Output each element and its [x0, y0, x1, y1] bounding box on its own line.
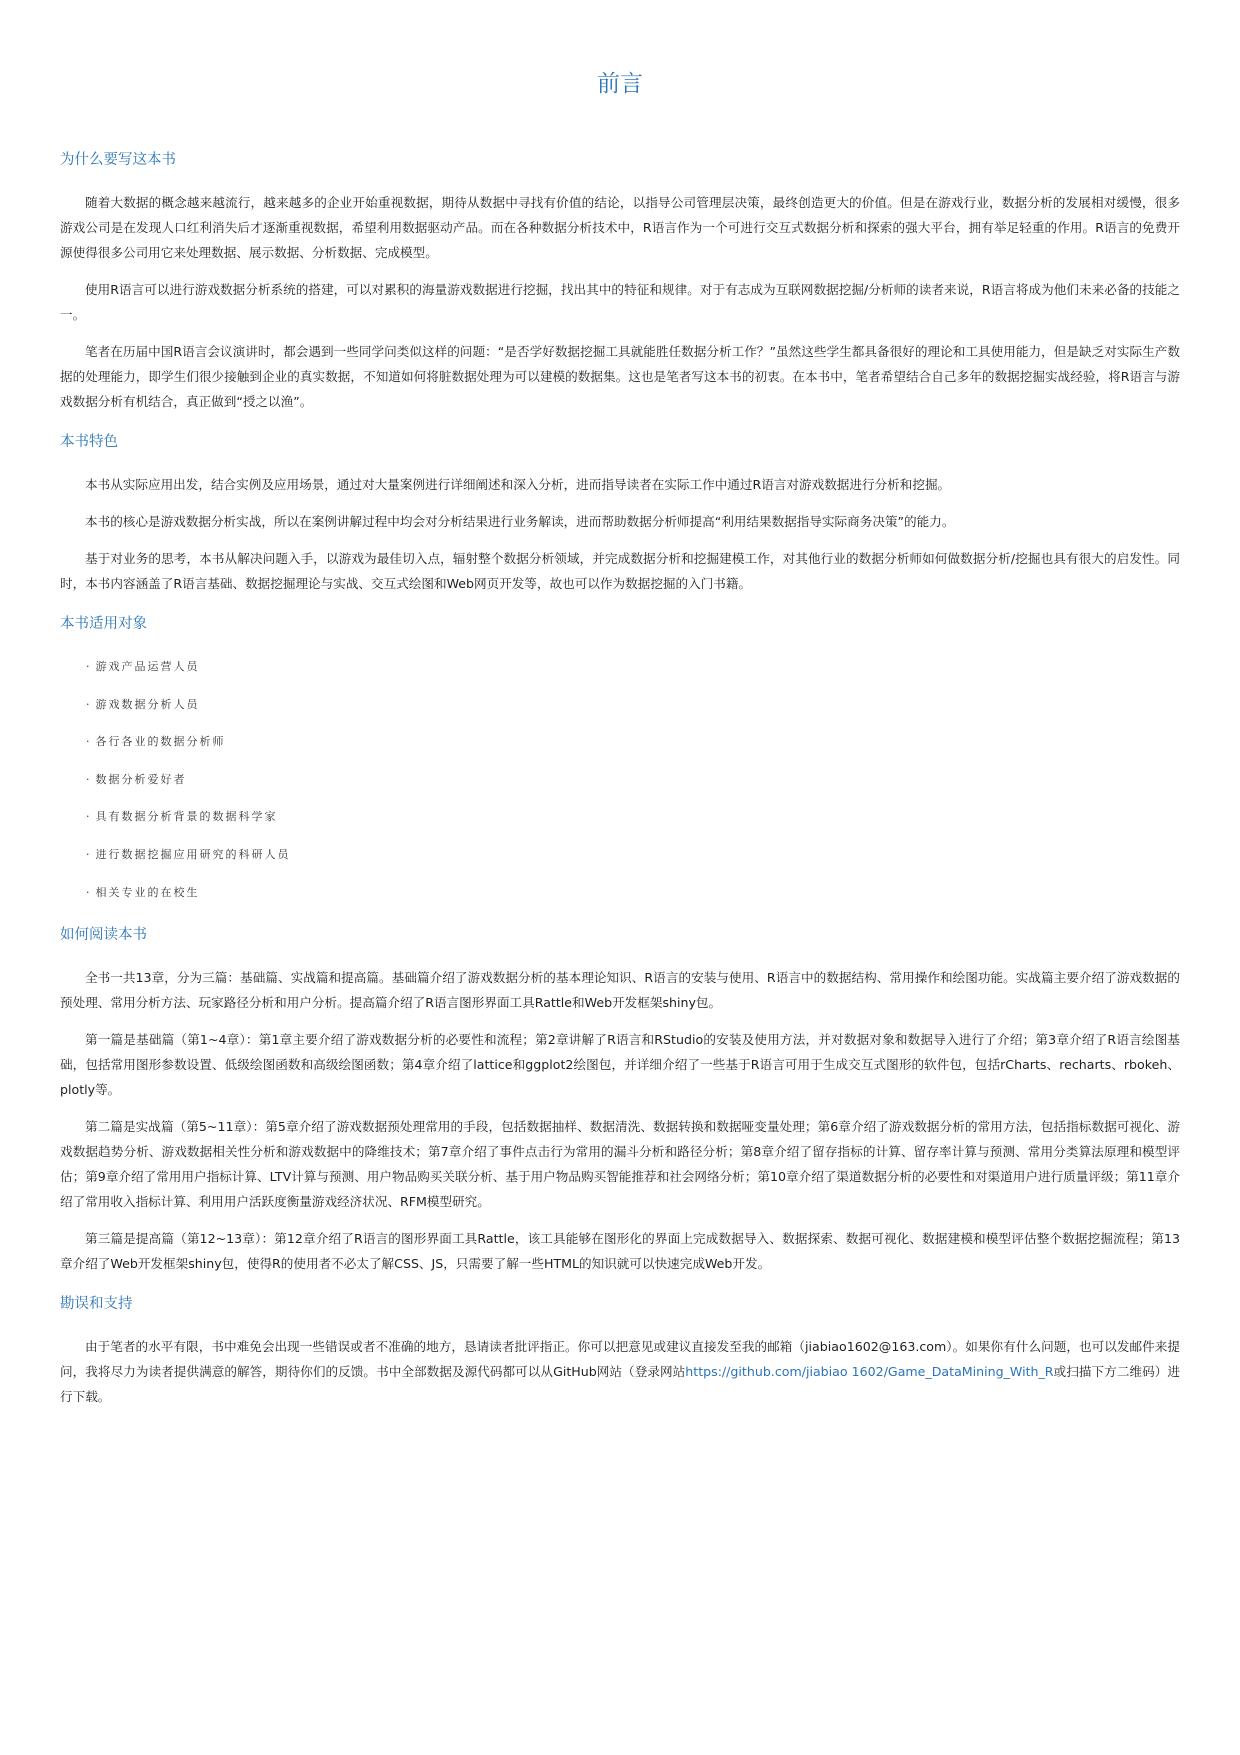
- section-heading-features: 本书特色: [60, 434, 118, 450]
- bullet-dot: ·: [86, 885, 92, 899]
- section-why: [60, 150, 1180, 414]
- features-paragraph-1: 本书从实际应用出发，结合实例及应用场景，通过对大量案例进行详细阐述和深入分析，进而指导读者在实际工作中通过R语言对游戏数据进行分析和挖掘。: [85, 477, 951, 492]
- howto-paragraph-2: 第一篇是基础篇（第1~4章）：第1章主要介绍了游戏数据分析的必要性和流程；第2章讲解了R语言和RStudio的安装及使用方法，并对数据对象和数据导入进行了介绍；第3章介绍了R语言绘图基础，包括常用图形参数设置、低级绘图函数和高级绘图函数；第4章介绍了lattice和ggplot2绘图包，并详细介绍了一些基于R语言可用于生成交互式图形的软件包，包括rCharts、recharts、rbokeh、plotly等。: [60, 1031, 1180, 1097]
- bullet-dot: ·: [86, 847, 92, 861]
- section-errata: [60, 1294, 1180, 1409]
- audience-item-text: 游戏产品运营人员: [95, 660, 200, 673]
- audience-item-text: 相关专业的在校生: [95, 885, 200, 899]
- audience-item-text: 进行数据挖掘应用研究的科研人员: [95, 847, 291, 861]
- page-title: 前言: [597, 71, 643, 97]
- section-heading-howto: 如何阅读本书: [60, 926, 147, 943]
- audience-list-item: [86, 804, 1180, 829]
- section-howto: [60, 925, 1180, 1276]
- section-features: [60, 432, 1180, 596]
- bullet-dot: ·: [86, 735, 92, 749]
- github-link[interactable]: https://github.com/jiabiao 1602/Game_DataMining_With_R: [685, 1363, 1054, 1379]
- audience-list-item: [86, 842, 1180, 867]
- howto-paragraph-1: 全书一共13章，分为三篇：基础篇、实战篇和提高篇。基础篇介绍了游戏数据分析的基本理论知识、R语言的安装与使用、R语言中的数据结构、常用操作和绘图功能。实战篇主要介绍了游戏数据的预处理、常用分析方法、玩家路径分析和用户分析。提高篇介绍了R语言图形界面工具Rattle和Web开发框架shiny包。: [60, 969, 1180, 1010]
- errata-text-before: 由于笔者的水平有限，书中难免会出现一些错误或者不准确的地方，恳请读者批评指正。你可以把意见或建议直接发至我的邮箱（jiabiao1602@163.com）。如果你有什么问题，也可以发邮件来提问，我将尽力为读者提供满意的解答，期待你们的反馈。书中全部数据及源代码都可以从GitHub网站（登录网站: [60, 1338, 1180, 1379]
- audience-list-item: [86, 767, 1180, 792]
- section-audience: [60, 614, 1180, 905]
- bullet-dot: ·: [86, 772, 92, 786]
- features-paragraph-2: 本书的核心是游戏数据分析实战，所以在案例讲解过程中均会对分析结果进行业务解读，进而帮助数据分析师提高“利用结果数据指导实际商务决策”的能力。: [85, 514, 955, 529]
- section-heading-errata: 勘误和支持: [60, 1295, 133, 1312]
- audience-list-item: [86, 692, 1180, 717]
- errata-text-after: 或扫描下方二维码）进行下载。: [60, 1363, 1180, 1404]
- audience-item-text: 数据分析爱好者: [95, 772, 187, 786]
- howto-paragraph-4: 第三篇是提高篇（第12~13章）：第12章介绍了R语言的图形界面工具Rattle，该工具能够在图形化的界面上完成数据导入、数据探索、数据可视化、数据建模和模型评估整个数据挖掘流程；第13章介绍了Web开发框架shiny包，使得R的使用者不必太了解CSS、JS，只需要了解一些HTML的知识就可以快速完成Web开发。: [60, 1230, 1180, 1271]
- audience-item-text: 游戏数据分析人员: [95, 697, 200, 711]
- features-paragraph-3: 基于对业务的思考，本书从解决问题入手，以游戏为最佳切入点，辐射整个数据分析领域，并完成数据分析和挖掘建模工作，对其他行业的数据分析师如何做数据分析/挖掘也具有很大的启发性。同时，本书内容涵盖了R语言基础、数据挖掘理论与实战、交互式绘图和Web网页开发等，故也可以作为数据挖掘的入门书籍。: [60, 551, 1180, 591]
- why-paragraph-1: 随着大数据的概念越来越流行，越来越多的企业开始重视数据，期待从数据中寻找有价值的结论，以指导公司管理层决策，最终创造更大的价值。但是在游戏行业，数据分析的发展相对缓慢，很多游戏公司是在发现人口红利消失后才逐渐重视数据，希望利用数据驱动产品。而在各种数据分析技术中，R语言作为一个可进行交互式数据分析和探索的强大平台，拥有举足轻重的作用。R语言的免费开源使得很多公司用它来处理数据、展示数据、分析数据、完成模型。: [60, 195, 1180, 260]
- audience-list: [60, 654, 1180, 905]
- why-paragraph-3: 笔者在历届中国R语言会议演讲时，都会遇到一些同学问类似这样的问题：“是否学好数据挖掘工具就能胜任数据分析工作？”虽然这些学生都具备很好的理论和工具使用能力，但是缺乏对实际生产数据的处理能力，即学生们很少接触到企业的真实数据，不知道如何将脏数据处理为可以建模的数据集。这也是笔者写这本书的初衷。在本书中，笔者希望结合自己多年的数据挖掘实战经验，将R语言与游戏数据分析有机结合，真正做到“授之以渔”。: [60, 344, 1180, 409]
- audience-list-item: [86, 880, 1180, 905]
- audience-item-text: 具有数据分析背景的数据科学家: [95, 810, 278, 824]
- section-heading-why: 为什么要写这本书: [60, 152, 176, 168]
- howto-paragraph-3: 第二篇是实战篇（第5~11章）：第5章介绍了游戏数据预处理常用的手段，包括数据抽样、数据清洗、数据转换和数据哑变量处理；第6章介绍了游戏数据分析的常用方法，包括指标数据可视化、游戏数据趋势分析、游戏数据相关性分析和游戏数据中的降维技术；第7章介绍了事件点击行为常用的漏斗分析和路径分析；第8章介绍了留存指标的计算、留存率计算与预测、常用分类算法原理和模型评估；第9章介绍了常用用户指标计算、LTV计算与预测、用户物品购买关联分析、基于用户物品购买智能推荐和社会网络分析；第10章介绍了渠道数据分析的必要性和对渠道用户进行质量评级；第11章介绍了常用收入指标计算、利用用户活跃度衡量游戏经济状况、RFM模型研究。: [60, 1118, 1180, 1209]
- errata-paragraph: [60, 1334, 1180, 1409]
- audience-list-item: [86, 654, 1180, 679]
- bullet-dot: ·: [86, 810, 92, 824]
- bullet-dot: ·: [86, 697, 92, 711]
- audience-item-text: 各行各业的数据分析师: [95, 735, 226, 749]
- bullet-dot: ·: [86, 660, 92, 673]
- section-heading-audience: 本书适用对象: [60, 616, 147, 632]
- why-paragraph-2: 使用R语言可以进行游戏数据分析系统的搭建，可以对累积的海量游戏数据进行挖掘，找出其中的特征和规律。对于有志成为互联网数据挖掘/分析师的读者来说，R语言将成为他们未来必备的技能之一。: [60, 282, 1180, 322]
- audience-list-item: [86, 729, 1180, 754]
